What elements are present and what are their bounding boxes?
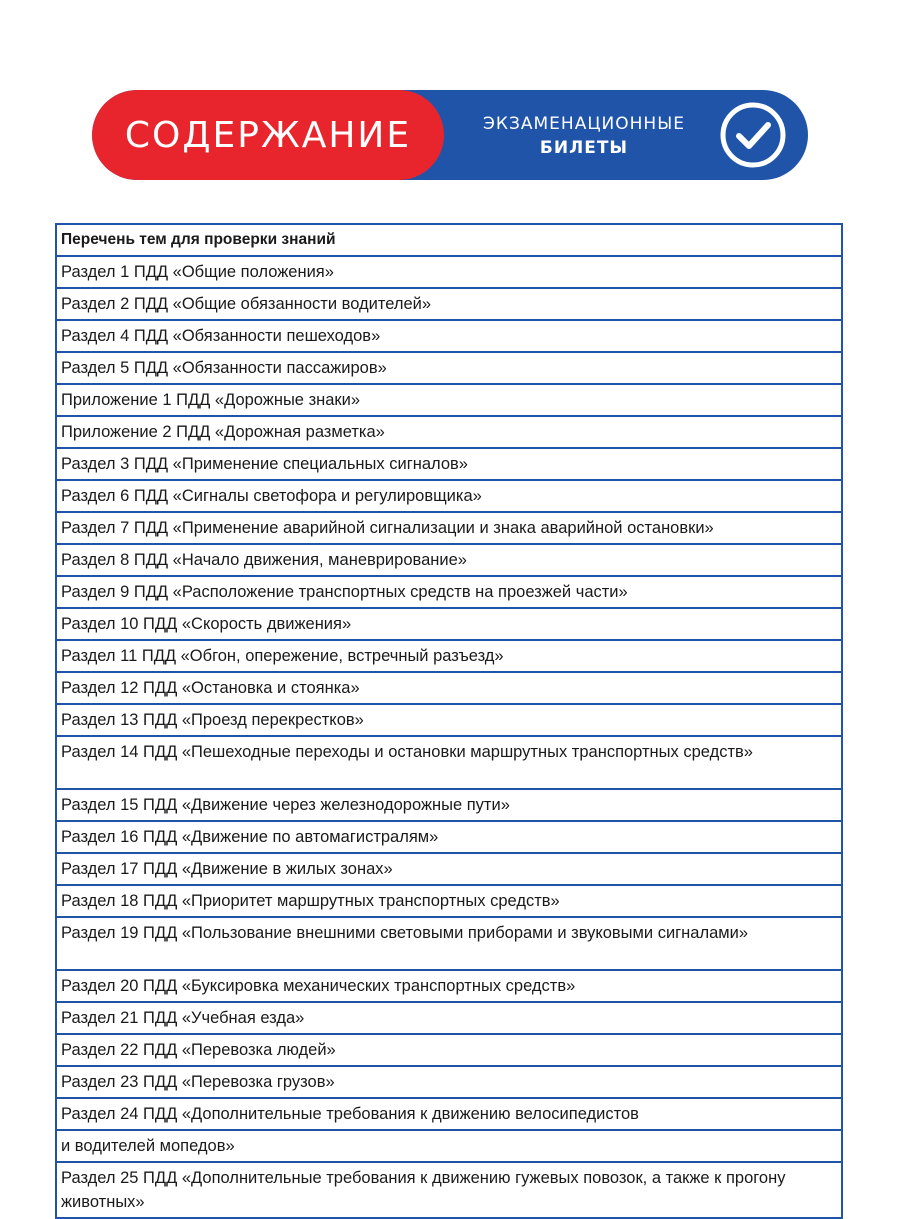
- table-row: Раздел 11 ПДД «Обгон, опережение, встречный разъезд»: [57, 641, 841, 673]
- table-row: Раздел 4 ПДД «Обязанности пешеходов»: [57, 321, 841, 353]
- banner-subtitle: [462, 112, 706, 160]
- table-row: Раздел 19 ПДД «Пользование внешними световыми приборами и звуковыми сигналами»: [57, 918, 841, 971]
- table-row: Раздел 22 ПДД «Перевозка людей»: [57, 1035, 841, 1067]
- table-row: Раздел 20 ПДД «Буксировка механических транспортных средств»: [57, 971, 841, 1003]
- table-row: Раздел 3 ПДД «Применение специальных сигналов»: [57, 449, 841, 481]
- table-row: Раздел 7 ПДД «Применение аварийной сигнализации и знака аварийной остановки»: [57, 513, 841, 545]
- table-row: Раздел 6 ПДД «Сигналы светофора и регулировщика»: [57, 481, 841, 513]
- table-row: Раздел 2 ПДД «Общие обязанности водителей»: [57, 289, 841, 321]
- table-row: Раздел 15 ПДД «Движение через железнодорожные пути»: [57, 790, 841, 822]
- table-row: Раздел 17 ПДД «Движение в жилых зонах»: [57, 854, 841, 886]
- table-row: Приложение 1 ПДД «Дорожные знаки»: [57, 385, 841, 417]
- subtitle-line-1: ЭКЗАМЕНАЦИОННЫЕ: [483, 114, 685, 134]
- header-banner: [92, 90, 808, 180]
- table-row: Раздел 5 ПДД «Обязанности пассажиров»: [57, 353, 841, 385]
- table-row: Раздел 18 ПДД «Приоритет маршрутных транспортных средств»: [57, 886, 841, 918]
- table-header: Перечень тем для проверки знаний: [57, 225, 841, 257]
- table-row: Раздел 23 ПДД «Перевозка грузов»: [57, 1067, 841, 1099]
- table-row: Приложение 2 ПДД «Дорожная разметка»: [57, 417, 841, 449]
- table-row: Раздел 10 ПДД «Скорость движения»: [57, 609, 841, 641]
- table-row: и водителей мопедов»: [57, 1131, 841, 1163]
- page-title: СОДЕРЖАНИЕ: [124, 114, 412, 156]
- table-row: Раздел 24 ПДД «Дополнительные требования к движению велосипедистов: [57, 1099, 841, 1131]
- subtitle-line-2: БИЛЕТЫ: [539, 138, 629, 158]
- table-row: Раздел 9 ПДД «Расположение транспортных средств на проезжей части»: [57, 577, 841, 609]
- table-row: Раздел 25 ПДД «Дополнительные требования к движению гужевых повозок, а также к прогону животных»: [61, 1169, 786, 1211]
- banner-title-block: [92, 90, 444, 180]
- table-row: Раздел 13 ПДД «Проезд перекрестков»: [57, 705, 841, 737]
- table-row: Раздел 12 ПДД «Остановка и стоянка»: [57, 673, 841, 705]
- contents-table: [55, 223, 843, 1219]
- table-row: Раздел 8 ПДД «Начало движения, маневрирование»: [57, 545, 841, 577]
- table-row: Раздел 14 ПДД «Пешеходные переходы и остановки маршрутных транспортных средств»: [57, 737, 841, 790]
- table-row: Раздел 16 ПДД «Движение по автомагистралям»: [57, 822, 841, 854]
- table-row: Раздел 1 ПДД «Общие положения»: [57, 257, 841, 289]
- table-row: Раздел 21 ПДД «Учебная езда»: [57, 1003, 841, 1035]
- check-circle-icon: [719, 101, 787, 169]
